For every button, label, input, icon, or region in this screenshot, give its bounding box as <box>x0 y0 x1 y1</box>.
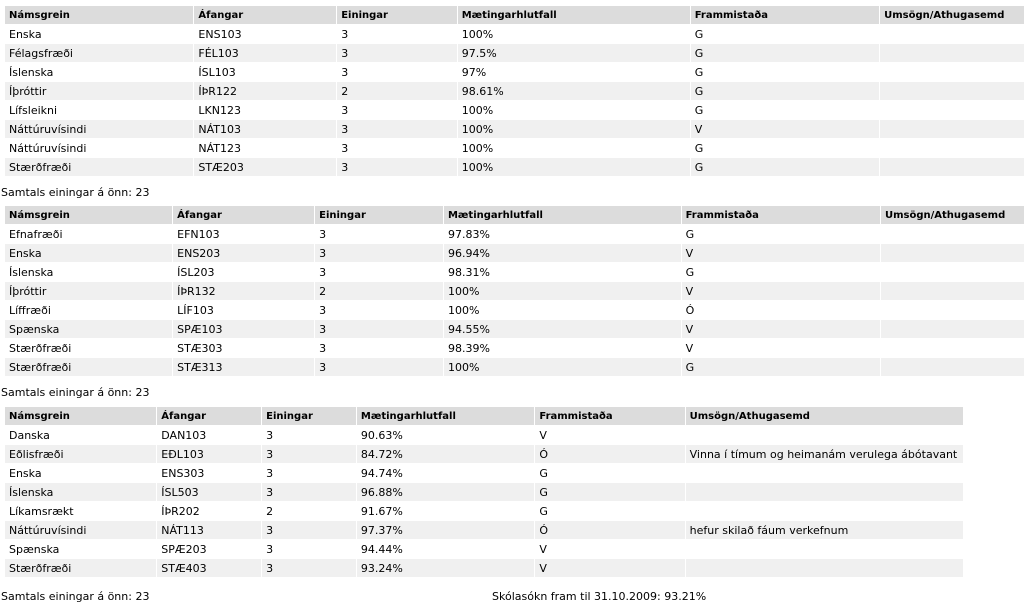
cell-comment <box>881 301 1024 319</box>
cell-comment <box>880 25 1024 43</box>
cell-course: SPÆ103 <box>173 320 314 338</box>
cell-course: STÆ203 <box>194 158 336 176</box>
cell-subject: Náttúruvísindi <box>5 139 193 157</box>
cell-subject: Líkamsrækt <box>5 502 156 520</box>
table-row <box>5 483 963 501</box>
col-header-comment: Umsögn/Athugasemd <box>881 206 1024 224</box>
col-header-performance: Frammistaða <box>535 407 684 425</box>
cell-performance: G <box>691 158 879 176</box>
cell-subject: Stærðfræði <box>5 559 156 577</box>
cell-performance: V <box>535 540 684 558</box>
cell-credits: 2 <box>337 82 457 100</box>
cell-subject: Íslenska <box>5 263 172 281</box>
col-header-course: Áfangar <box>194 6 336 24</box>
cell-comment <box>880 120 1024 138</box>
cell-attendance: 90.63% <box>357 426 534 444</box>
cell-course: ÍÞR122 <box>194 82 336 100</box>
cell-attendance: 96.88% <box>357 483 534 501</box>
table-row <box>5 521 963 539</box>
cell-course: SPÆ203 <box>157 540 261 558</box>
semester-table-3 <box>4 406 964 578</box>
cell-subject: Stærðfræði <box>5 158 193 176</box>
col-header-attendance: Mætingarhlutfall <box>357 407 534 425</box>
cell-course: STÆ403 <box>157 559 261 577</box>
col-header-performance: Frammistaða <box>682 206 880 224</box>
cell-course: DAN103 <box>157 426 261 444</box>
col-header-comment: Umsögn/Athugasemd <box>880 6 1024 24</box>
cell-credits: 2 <box>262 502 356 520</box>
cell-credits: 3 <box>337 139 457 157</box>
cell-attendance: 97.5% <box>458 44 690 62</box>
cell-credits: 3 <box>337 101 457 119</box>
cell-comment <box>880 101 1024 119</box>
cell-course: ÍSL203 <box>173 263 314 281</box>
cell-credits: 3 <box>315 301 443 319</box>
table-row <box>5 540 963 558</box>
cell-performance: V <box>682 320 880 338</box>
cell-comment <box>881 358 1024 376</box>
cell-attendance: 100% <box>444 358 681 376</box>
cell-attendance: 100% <box>458 158 690 176</box>
cell-performance: G <box>691 82 879 100</box>
cell-subject: Íslenska <box>5 483 156 501</box>
table-header-row <box>5 407 963 425</box>
cell-performance: Ó <box>682 301 880 319</box>
cell-subject: Enska <box>5 244 172 262</box>
table-row <box>5 358 1024 376</box>
cell-comment <box>881 244 1024 262</box>
cell-performance: G <box>682 358 880 376</box>
semester-total-3: Samtals einingar á önn: 23 <box>1 590 150 603</box>
cell-comment <box>880 82 1024 100</box>
cell-comment <box>881 320 1024 338</box>
cell-subject: Félagsfræði <box>5 44 193 62</box>
table-row <box>5 139 1024 157</box>
cell-course: NÁT103 <box>194 120 336 138</box>
cell-credits: 3 <box>315 320 443 338</box>
cell-performance: V <box>682 244 880 262</box>
col-header-credits: Einingar <box>337 6 457 24</box>
cell-comment <box>880 139 1024 157</box>
cell-comment: Vinna í tímum og heimanám verulega ábótavant <box>686 445 963 463</box>
col-header-attendance: Mætingarhlutfall <box>444 206 681 224</box>
cell-course: EFN103 <box>173 225 314 243</box>
table-row <box>5 158 1024 176</box>
cell-comment <box>880 63 1024 81</box>
cell-course: ENS103 <box>194 25 336 43</box>
cell-credits: 3 <box>315 358 443 376</box>
cell-performance: G <box>691 25 879 43</box>
cell-attendance: 100% <box>458 25 690 43</box>
table-row <box>5 63 1024 81</box>
cell-performance: V <box>682 339 880 357</box>
cell-subject: Stærðfræði <box>5 358 172 376</box>
cell-attendance: 100% <box>444 301 681 319</box>
col-header-attendance: Mætingarhlutfall <box>458 6 690 24</box>
cell-performance: V <box>691 120 879 138</box>
table-row <box>5 502 963 520</box>
cell-attendance: 100% <box>458 120 690 138</box>
cell-subject: Líffræði <box>5 301 172 319</box>
cell-attendance: 98.61% <box>458 82 690 100</box>
cell-comment <box>880 158 1024 176</box>
cell-comment <box>686 502 963 520</box>
cell-comment: hefur skilað fáum verkefnum <box>686 521 963 539</box>
cell-performance: G <box>535 502 684 520</box>
cell-credits: 3 <box>315 244 443 262</box>
table-row <box>5 339 1024 357</box>
semester-total-1: Samtals einingar á önn: 23 <box>1 186 150 199</box>
cell-credits: 3 <box>315 263 443 281</box>
cell-credits: 3 <box>262 464 356 482</box>
col-header-course: Áfangar <box>173 206 314 224</box>
table-row <box>5 25 1024 43</box>
table-row <box>5 320 1024 338</box>
cell-performance: V <box>535 559 684 577</box>
cell-attendance: 98.31% <box>444 263 681 281</box>
cell-course: ÍÞR132 <box>173 282 314 300</box>
school-attendance-summary: Skólasókn fram til 31.10.2009: 93.21% <box>492 590 707 603</box>
cell-credits: 3 <box>262 540 356 558</box>
table-body <box>5 25 1024 176</box>
cell-subject: Íþróttir <box>5 82 193 100</box>
cell-subject: Lífsleikni <box>5 101 193 119</box>
cell-course: EÐL103 <box>157 445 261 463</box>
cell-attendance: 91.67% <box>357 502 534 520</box>
cell-course: ENS303 <box>157 464 261 482</box>
cell-attendance: 84.72% <box>357 445 534 463</box>
cell-credits: 3 <box>337 44 457 62</box>
cell-comment <box>686 426 963 444</box>
table-row <box>5 82 1024 100</box>
col-header-subject: Námsgrein <box>5 407 156 425</box>
cell-subject: Íþróttir <box>5 282 172 300</box>
cell-performance: G <box>691 101 879 119</box>
table-row <box>5 44 1024 62</box>
table-row <box>5 225 1024 243</box>
cell-comment <box>686 483 963 501</box>
cell-course: ÍÞR202 <box>157 502 261 520</box>
table-header-row <box>5 6 1024 24</box>
cell-attendance: 100% <box>444 282 681 300</box>
cell-performance: G <box>691 44 879 62</box>
cell-credits: 3 <box>262 445 356 463</box>
table-row <box>5 282 1024 300</box>
cell-attendance: 97.83% <box>444 225 681 243</box>
cell-course: LÍF103 <box>173 301 314 319</box>
col-header-credits: Einingar <box>315 206 443 224</box>
cell-course: STÆ303 <box>173 339 314 357</box>
cell-performance: G <box>691 139 879 157</box>
cell-credits: 3 <box>315 339 443 357</box>
cell-performance: G <box>691 63 879 81</box>
cell-subject: Enska <box>5 25 193 43</box>
cell-subject: Íslenska <box>5 63 193 81</box>
table-row <box>5 120 1024 138</box>
cell-attendance: 97% <box>458 63 690 81</box>
table-body <box>5 225 1024 376</box>
col-header-course: Áfangar <box>157 407 261 425</box>
cell-attendance: 93.24% <box>357 559 534 577</box>
table-row <box>5 244 1024 262</box>
cell-performance: G <box>682 225 880 243</box>
cell-attendance: 97.37% <box>357 521 534 539</box>
cell-performance: G <box>535 483 684 501</box>
cell-performance: G <box>535 464 684 482</box>
semester-total-2: Samtals einingar á önn: 23 <box>1 386 150 399</box>
cell-credits: 3 <box>337 25 457 43</box>
cell-credits: 3 <box>337 120 457 138</box>
cell-course: STÆ313 <box>173 358 314 376</box>
cell-comment <box>881 225 1024 243</box>
cell-subject: Efnafræði <box>5 225 172 243</box>
cell-subject: Danska <box>5 426 156 444</box>
col-header-credits: Einingar <box>262 407 356 425</box>
cell-subject: Spænska <box>5 540 156 558</box>
table-row <box>5 301 1024 319</box>
col-header-subject: Námsgrein <box>5 206 172 224</box>
cell-performance: Ó <box>535 445 684 463</box>
table-header-row <box>5 206 1024 224</box>
cell-course: LKN123 <box>194 101 336 119</box>
cell-attendance: 94.44% <box>357 540 534 558</box>
table-row <box>5 445 963 463</box>
cell-attendance: 100% <box>458 101 690 119</box>
cell-performance: V <box>535 426 684 444</box>
cell-comment <box>686 540 963 558</box>
cell-credits: 3 <box>337 63 457 81</box>
cell-performance: G <box>682 263 880 281</box>
cell-subject: Enska <box>5 464 156 482</box>
cell-credits: 2 <box>315 282 443 300</box>
cell-subject: Náttúruvísindi <box>5 521 156 539</box>
cell-credits: 3 <box>262 521 356 539</box>
cell-performance: Ó <box>535 521 684 539</box>
cell-attendance: 100% <box>458 139 690 157</box>
col-header-comment: Umsögn/Athugasemd <box>686 407 963 425</box>
cell-attendance: 94.55% <box>444 320 681 338</box>
cell-credits: 3 <box>262 483 356 501</box>
col-header-subject: Námsgrein <box>5 6 193 24</box>
cell-comment <box>686 464 963 482</box>
cell-subject: Náttúruvísindi <box>5 120 193 138</box>
cell-credits: 3 <box>315 225 443 243</box>
table-row <box>5 559 963 577</box>
semester-table-2 <box>4 205 1024 377</box>
table-row <box>5 426 963 444</box>
cell-course: ÍSL503 <box>157 483 261 501</box>
cell-course: NÁT123 <box>194 139 336 157</box>
col-header-performance: Frammistaða <box>691 6 879 24</box>
cell-credits: 3 <box>337 158 457 176</box>
cell-subject: Spænska <box>5 320 172 338</box>
cell-subject: Stærðfræði <box>5 339 172 357</box>
table-row <box>5 464 963 482</box>
table-row <box>5 263 1024 281</box>
cell-comment <box>686 559 963 577</box>
table-body <box>5 426 963 577</box>
cell-course: FÉL103 <box>194 44 336 62</box>
cell-attendance: 94.74% <box>357 464 534 482</box>
cell-credits: 3 <box>262 426 356 444</box>
cell-attendance: 98.39% <box>444 339 681 357</box>
cell-credits: 3 <box>262 559 356 577</box>
cell-course: ENS203 <box>173 244 314 262</box>
cell-comment <box>881 339 1024 357</box>
cell-comment <box>880 44 1024 62</box>
semester-table-1 <box>4 5 1024 177</box>
cell-course: ÍSL103 <box>194 63 336 81</box>
cell-comment <box>881 263 1024 281</box>
cell-comment <box>881 282 1024 300</box>
cell-course: NÁT113 <box>157 521 261 539</box>
cell-subject: Eðlisfræði <box>5 445 156 463</box>
cell-attendance: 96.94% <box>444 244 681 262</box>
cell-performance: V <box>682 282 880 300</box>
table-row <box>5 101 1024 119</box>
